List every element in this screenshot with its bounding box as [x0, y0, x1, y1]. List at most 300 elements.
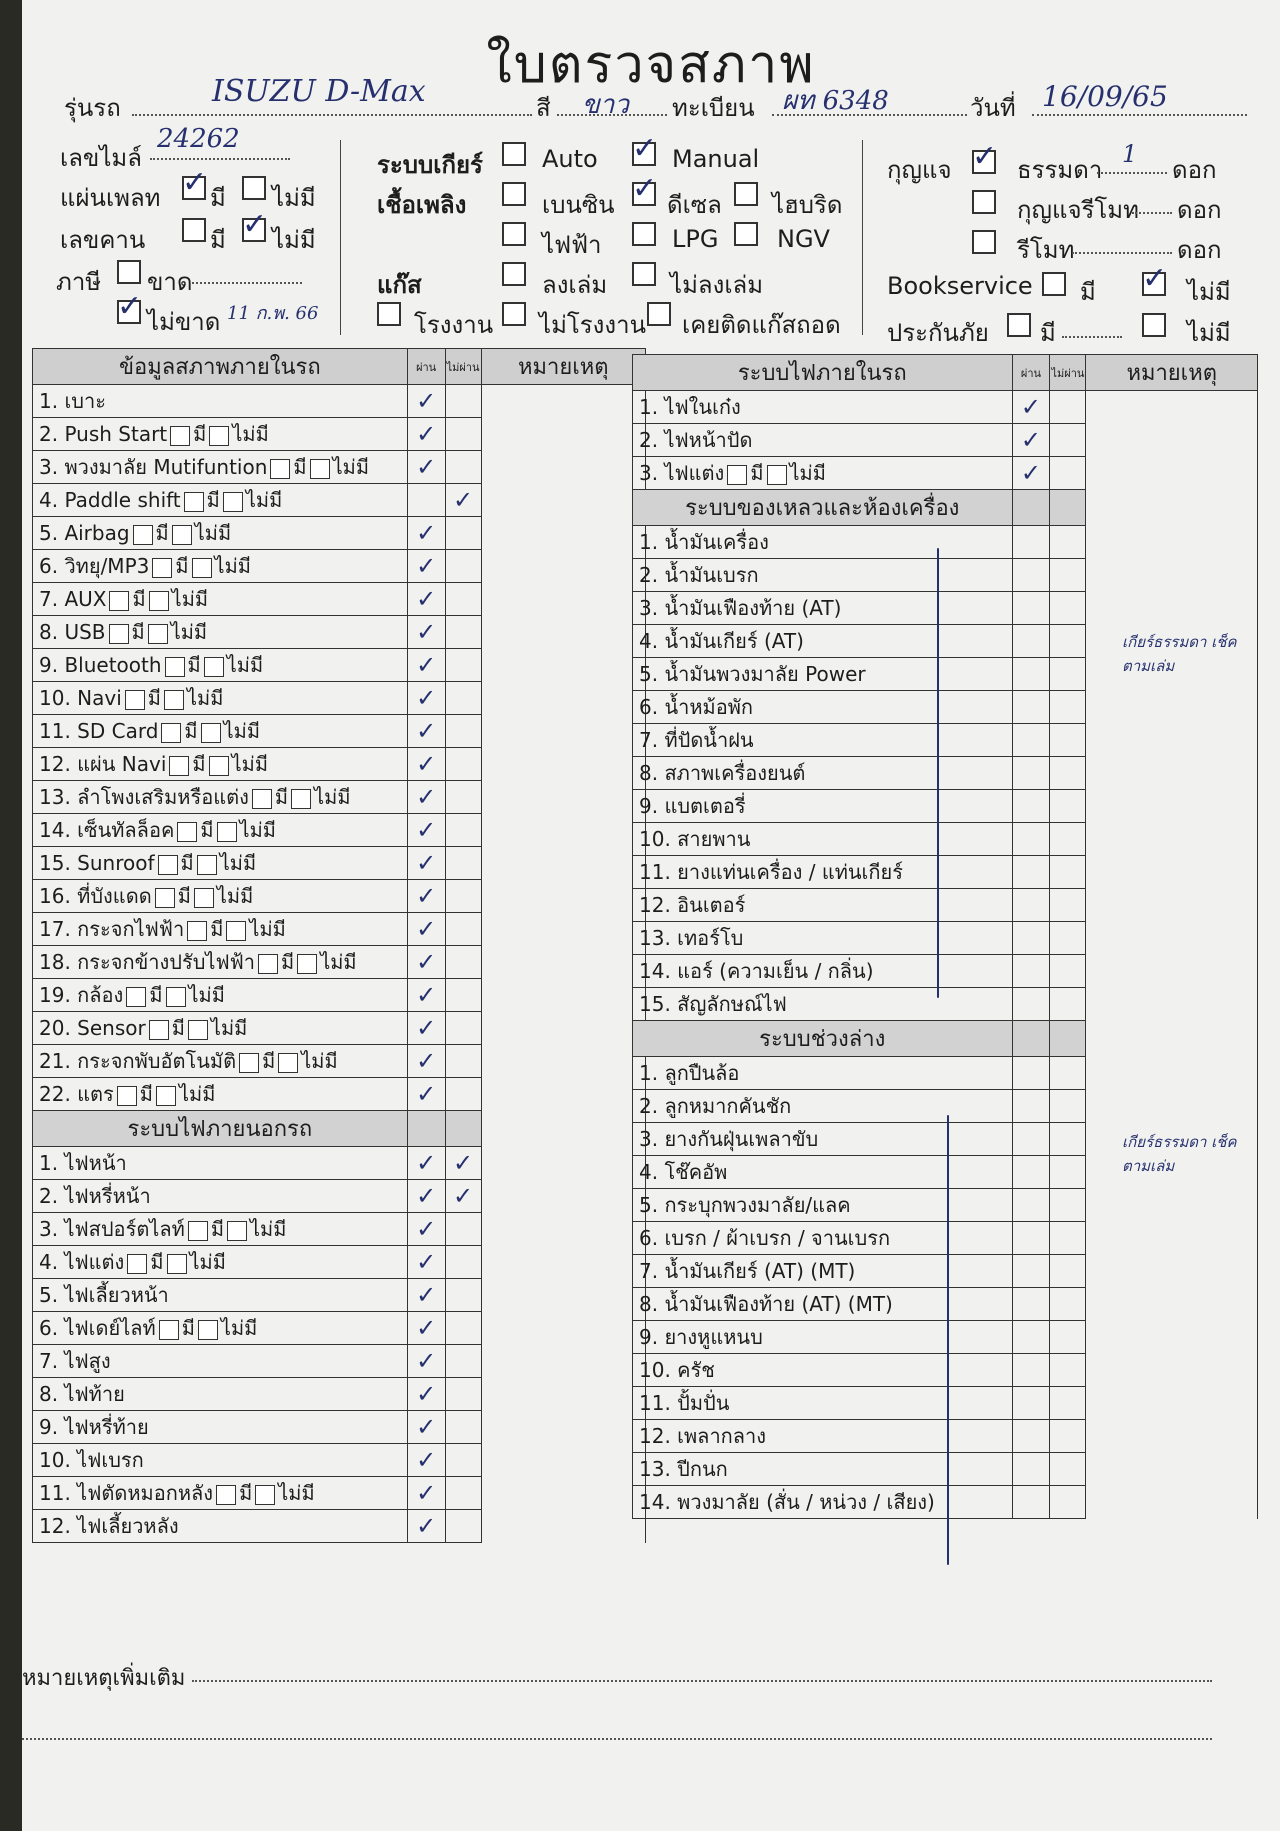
fail-cell[interactable] — [1050, 1453, 1086, 1486]
pass-cell[interactable] — [1012, 526, 1050, 559]
remark-cell[interactable] — [481, 1246, 645, 1279]
fail-cell[interactable] — [445, 517, 481, 550]
pass-cell[interactable]: ✓ — [407, 979, 445, 1012]
gear-auto-checkbox[interactable] — [502, 142, 526, 166]
fail-cell[interactable] — [445, 748, 481, 781]
have-checkbox[interactable] — [270, 459, 290, 479]
pass-cell[interactable]: ✓ — [407, 814, 445, 847]
fail-header: ไม่ผ่าน — [1050, 355, 1086, 391]
pass-cell[interactable]: ✓ — [407, 880, 445, 913]
fail-cell[interactable] — [445, 1246, 481, 1279]
remark-cell[interactable] — [481, 1045, 645, 1078]
have-checkbox[interactable] — [252, 789, 272, 809]
not-have-checkbox[interactable] — [278, 1053, 298, 1073]
not-have-checkbox[interactable] — [310, 459, 330, 479]
remark-cell[interactable] — [481, 385, 645, 418]
pass-cell[interactable] — [1012, 790, 1050, 823]
remark-cell[interactable] — [1086, 988, 1258, 1021]
pass-cell[interactable]: ✓ — [407, 1312, 445, 1345]
pass-cell[interactable] — [1012, 823, 1050, 856]
not-have-checkbox[interactable] — [167, 1254, 187, 1274]
fail-cell[interactable] — [1050, 424, 1086, 457]
fail-cell[interactable] — [1050, 1321, 1086, 1354]
fail-cell[interactable] — [1050, 1156, 1086, 1189]
remark-cell[interactable] — [481, 1078, 645, 1111]
pass-cell[interactable] — [1012, 922, 1050, 955]
remark-cell[interactable] — [1086, 922, 1258, 955]
fail-cell[interactable] — [1050, 1222, 1086, 1255]
section-header-row — [633, 355, 1258, 391]
remark-cell[interactable] — [481, 649, 645, 682]
remark-cell[interactable] — [481, 1411, 645, 1444]
remark-cell[interactable] — [481, 1345, 645, 1378]
pass-cell[interactable]: ✓ — [407, 451, 445, 484]
table-row — [33, 946, 646, 979]
pass-cell[interactable] — [1012, 1090, 1050, 1123]
fail-cell[interactable] — [1050, 391, 1086, 424]
pass-cell[interactable]: ✓ — [407, 1045, 445, 1078]
fail-cell[interactable] — [445, 715, 481, 748]
remark-cell[interactable] — [481, 781, 645, 814]
remark-cell[interactable] — [1086, 1354, 1258, 1387]
remark-cell[interactable] — [481, 484, 645, 517]
remark-cell[interactable] — [481, 1213, 645, 1246]
have-checkbox[interactable] — [126, 987, 146, 1007]
fail-cell[interactable] — [1050, 724, 1086, 757]
key-remote-checkbox[interactable] — [972, 190, 996, 214]
fail-cell[interactable]: ✓ — [445, 1180, 481, 1213]
not-have-checkbox[interactable] — [201, 723, 221, 743]
remark-cell[interactable] — [481, 1444, 645, 1477]
item-cell — [633, 1057, 1013, 1090]
fail-cell[interactable] — [445, 418, 481, 451]
fail-cell[interactable] — [445, 1510, 481, 1543]
pass-cell[interactable]: ✓ — [407, 583, 445, 616]
have-checkbox[interactable] — [158, 855, 178, 875]
have-label: มี — [180, 851, 194, 875]
remark-cell[interactable] — [481, 583, 645, 616]
remark-cell[interactable] — [481, 1510, 645, 1543]
fail-cell[interactable] — [1050, 889, 1086, 922]
item-label: 9. ยางหูแหนบ — [639, 1325, 763, 1349]
fail-cell[interactable] — [445, 847, 481, 880]
not-have-checkbox[interactable] — [166, 987, 186, 1007]
have-checkbox[interactable] — [159, 1320, 179, 1340]
pass-cell[interactable]: ✓ — [407, 418, 445, 451]
pass-cell[interactable] — [1012, 1156, 1050, 1189]
item-label: 7. ไฟสูง — [39, 1349, 111, 1373]
pass-cell[interactable] — [1012, 625, 1050, 658]
item-cell — [633, 1123, 1013, 1156]
pass-cell[interactable]: ✓ — [407, 913, 445, 946]
fail-cell[interactable] — [445, 1078, 481, 1111]
have-checkbox[interactable] — [133, 525, 153, 545]
pass-cell[interactable]: ✓ — [407, 847, 445, 880]
gas-not-factory-checkbox[interactable] — [502, 302, 526, 326]
gas-factory-checkbox[interactable] — [377, 302, 401, 326]
not-have-checkbox[interactable] — [223, 492, 243, 512]
not-have-label: ไม่มี — [188, 983, 225, 1007]
pass-cell[interactable] — [1012, 856, 1050, 889]
remark-cell[interactable] — [481, 913, 645, 946]
have-checkbox[interactable] — [165, 657, 185, 677]
pass-cell[interactable]: ✓ — [407, 1444, 445, 1477]
fail-cell[interactable] — [445, 583, 481, 616]
have-checkbox[interactable] — [258, 954, 278, 974]
pass-cell[interactable] — [1012, 1057, 1050, 1090]
remark-cell[interactable] — [1086, 1288, 1258, 1321]
fail-cell[interactable] — [1050, 658, 1086, 691]
fail-cell[interactable] — [1050, 457, 1086, 490]
pass-cell[interactable]: ✓ — [1012, 391, 1050, 424]
pass-cell[interactable] — [1012, 1189, 1050, 1222]
not-have-checkbox[interactable] — [226, 921, 246, 941]
remark-cell[interactable] — [481, 715, 645, 748]
fail-cell[interactable] — [1050, 592, 1086, 625]
remark-cell[interactable] — [481, 748, 645, 781]
not-have-checkbox[interactable] — [188, 1020, 208, 1040]
pass-cell[interactable] — [1012, 1420, 1050, 1453]
pass-cell[interactable] — [1012, 1255, 1050, 1288]
remark-cell[interactable] — [481, 979, 645, 1012]
pass-cell[interactable]: ✓ — [407, 1078, 445, 1111]
fail-cell[interactable] — [1050, 1288, 1086, 1321]
remark-cell[interactable] — [1086, 1486, 1258, 1519]
remark-cell[interactable] — [481, 946, 645, 979]
item-cell — [633, 1222, 1013, 1255]
remark-cell[interactable] — [481, 418, 645, 451]
fail-cell[interactable] — [445, 451, 481, 484]
item-label: 3. ยางกันฝุ่นเพลาขับ — [639, 1127, 819, 1151]
fail-cell[interactable] — [445, 1378, 481, 1411]
remark-cell[interactable] — [481, 682, 645, 715]
fail-cell[interactable] — [445, 1012, 481, 1045]
fail-cell[interactable] — [1050, 1387, 1086, 1420]
fail-cell[interactable] — [445, 616, 481, 649]
not-have-checkbox[interactable] — [297, 954, 317, 974]
pass-cell[interactable]: ✓ — [407, 1180, 445, 1213]
remark-cell[interactable] — [1086, 856, 1258, 889]
fail-cell[interactable] — [445, 385, 481, 418]
chassis-have-checkbox[interactable] — [182, 218, 206, 242]
have-checkbox[interactable] — [727, 465, 747, 485]
fail-cell[interactable] — [445, 682, 481, 715]
pass-cell[interactable]: ✓ — [407, 1411, 445, 1444]
fail-cell[interactable] — [1050, 823, 1086, 856]
remark-cell[interactable] — [1086, 1420, 1258, 1453]
pass-cell[interactable]: ✓ — [407, 1213, 445, 1246]
gas-removed-checkbox[interactable] — [647, 302, 671, 326]
fuel-hybrid-checkbox[interactable] — [734, 182, 758, 206]
fail-cell[interactable]: ✓ — [445, 1147, 481, 1180]
table-row — [33, 385, 646, 418]
remark-line-2[interactable] — [22, 1738, 1212, 1740]
remark-cell[interactable] — [481, 1180, 645, 1213]
fail-cell[interactable] — [1050, 988, 1086, 1021]
pass-cell[interactable] — [1012, 955, 1050, 988]
remark-cell[interactable] — [481, 517, 645, 550]
pass-cell[interactable]: ✓ — [407, 1246, 445, 1279]
tax-expired-checkbox[interactable] — [117, 260, 141, 284]
pass-cell[interactable]: ✓ — [407, 946, 445, 979]
remark-cell[interactable] — [481, 1378, 645, 1411]
remark-cell[interactable] — [1086, 889, 1258, 922]
remark-cell[interactable] — [481, 1147, 645, 1180]
remark-cell[interactable] — [1086, 823, 1258, 856]
remark-cell[interactable] — [481, 847, 645, 880]
have-checkbox[interactable] — [169, 756, 189, 776]
fail-cell[interactable] — [1050, 1057, 1086, 1090]
remark-cell[interactable] — [1086, 559, 1258, 592]
have-checkbox[interactable] — [109, 624, 129, 644]
remark-cell[interactable] — [481, 1312, 645, 1345]
pass-cell[interactable]: ✓ — [1012, 424, 1050, 457]
key-remote-line — [1132, 212, 1172, 214]
fuel-ngv-checkbox[interactable] — [734, 222, 758, 246]
table-row — [33, 1444, 646, 1477]
have-checkbox[interactable] — [187, 921, 207, 941]
item-label: 13. ปีกนก — [639, 1457, 728, 1481]
remark-cell[interactable] — [481, 1012, 645, 1045]
not-have-checkbox[interactable] — [148, 624, 168, 644]
remark-cell[interactable] — [1086, 790, 1258, 823]
fail-cell[interactable] — [1050, 1255, 1086, 1288]
remark-cell[interactable] — [1086, 1387, 1258, 1420]
pass-cell[interactable]: ✓ — [407, 1012, 445, 1045]
item-label: 1. ไฟในเก๋ง — [639, 395, 741, 419]
remark-cell[interactable] — [481, 814, 645, 847]
remark-cell[interactable] — [481, 550, 645, 583]
pass-cell[interactable]: ✓ — [407, 517, 445, 550]
fail-cell[interactable] — [445, 1045, 481, 1078]
fail-cell[interactable] — [445, 1279, 481, 1312]
item-cell — [33, 616, 408, 649]
item-cell — [33, 1078, 408, 1111]
pass-cell[interactable] — [1012, 1123, 1050, 1156]
pass-cell[interactable] — [1012, 1486, 1050, 1519]
have-checkbox[interactable] — [239, 1053, 259, 1073]
fail-cell[interactable] — [1050, 526, 1086, 559]
gas-registered-checkbox[interactable] — [502, 262, 526, 286]
have-checkbox[interactable] — [152, 558, 172, 578]
fuel-lpg-checkbox[interactable] — [632, 222, 656, 246]
remark-cell[interactable] — [481, 1477, 645, 1510]
item-cell — [33, 1378, 408, 1411]
fuel-benzin-checkbox[interactable] — [502, 182, 526, 206]
check-mark: ✓ — [1142, 261, 1168, 296]
not-have-checkbox[interactable] — [209, 426, 229, 446]
fail-cell[interactable] — [445, 649, 481, 682]
fail-cell[interactable] — [1050, 790, 1086, 823]
item-label: 8. USB — [39, 620, 106, 644]
gas-not-registered-checkbox[interactable] — [632, 262, 656, 286]
fail-cell[interactable] — [445, 913, 481, 946]
not-have-checkbox[interactable] — [255, 1485, 275, 1505]
fail-cell[interactable] — [445, 1345, 481, 1378]
remark-cell[interactable] — [1086, 526, 1258, 559]
pass-cell[interactable] — [1012, 658, 1050, 691]
fail-cell[interactable] — [1050, 1354, 1086, 1387]
fail-cell[interactable] — [445, 880, 481, 913]
have-label: มี — [132, 587, 146, 611]
fail-cell[interactable] — [445, 1411, 481, 1444]
not-have-checkbox[interactable] — [767, 465, 787, 485]
remark-cell[interactable] — [1086, 457, 1258, 490]
bookservice-have-checkbox[interactable] — [1042, 272, 1066, 296]
pass-cell[interactable] — [407, 484, 445, 517]
pass-cell[interactable]: ✓ — [407, 715, 445, 748]
table-row — [33, 1378, 646, 1411]
pass-cell[interactable] — [1012, 1387, 1050, 1420]
not-have-checkbox[interactable] — [291, 789, 311, 809]
pass-cell[interactable] — [1012, 559, 1050, 592]
have-checkbox[interactable] — [109, 591, 129, 611]
pass-cell[interactable] — [1012, 1222, 1050, 1255]
pass-cell[interactable]: ✓ — [407, 550, 445, 583]
fail-cell[interactable] — [445, 1312, 481, 1345]
not-have-checkbox[interactable] — [204, 657, 224, 677]
fail-cell[interactable] — [1050, 757, 1086, 790]
fuel-electric-checkbox[interactable] — [502, 222, 526, 246]
pass-cell[interactable]: ✓ — [407, 1279, 445, 1312]
fail-cell[interactable] — [445, 550, 481, 583]
have-label: มี — [175, 554, 189, 578]
have-checkbox[interactable] — [125, 690, 145, 710]
pass-cell[interactable] — [1012, 1354, 1050, 1387]
pass-cell[interactable]: ✓ — [407, 748, 445, 781]
pass-cell[interactable]: ✓ — [407, 1147, 445, 1180]
table-row — [633, 1453, 1258, 1486]
remark-cell[interactable] — [1086, 1057, 1258, 1090]
have-checkbox[interactable] — [155, 888, 175, 908]
pass-cell[interactable]: ✓ — [407, 1378, 445, 1411]
not-have-checkbox[interactable] — [217, 822, 237, 842]
have-checkbox[interactable] — [188, 1221, 208, 1241]
remark-cell[interactable] — [1086, 1453, 1258, 1486]
fail-cell[interactable] — [445, 1213, 481, 1246]
not-have-checkbox[interactable] — [192, 558, 212, 578]
have-checkbox[interactable] — [177, 822, 197, 842]
have-checkbox[interactable] — [117, 1086, 137, 1106]
pass-cell[interactable]: ✓ — [407, 781, 445, 814]
have-checkbox[interactable] — [184, 492, 204, 512]
fail-cell[interactable] — [1050, 559, 1086, 592]
remark-cell[interactable] — [1086, 724, 1258, 757]
table-row — [33, 913, 646, 946]
item-cell — [33, 880, 408, 913]
pass-cell[interactable] — [1012, 1288, 1050, 1321]
fail-cell[interactable] — [445, 814, 481, 847]
pass-cell[interactable]: ✓ — [407, 1477, 445, 1510]
remark-cell[interactable] — [1086, 757, 1258, 790]
have-checkbox[interactable] — [161, 723, 181, 743]
insurance-none-checkbox[interactable] — [1142, 313, 1166, 337]
insurance-have-checkbox[interactable] — [1007, 313, 1031, 337]
fail-cell[interactable] — [1050, 955, 1086, 988]
not-have-label: ไม่มี — [178, 1082, 216, 1106]
remark-cell[interactable] — [481, 451, 645, 484]
fail-cell[interactable] — [1050, 691, 1086, 724]
have-checkbox[interactable] — [216, 1485, 236, 1505]
have-label: มี — [210, 1217, 224, 1241]
not-have-checkbox[interactable] — [209, 756, 229, 776]
have-checkbox[interactable] — [127, 1254, 147, 1274]
pass-cell[interactable]: ✓ — [407, 616, 445, 649]
fail-cell[interactable] — [445, 1444, 481, 1477]
gear-label: ระบบเกียร์ — [377, 151, 483, 179]
pass-cell[interactable] — [1012, 1321, 1050, 1354]
pass-cell[interactable]: ✓ — [407, 1345, 445, 1378]
pass-cell[interactable] — [1012, 988, 1050, 1021]
remark-cell[interactable] — [1086, 424, 1258, 457]
remark-cell[interactable] — [1086, 592, 1258, 625]
pass-cell[interactable] — [1012, 757, 1050, 790]
pass-cell[interactable]: ✓ — [407, 649, 445, 682]
fail-cell[interactable] — [1050, 856, 1086, 889]
pass-cell[interactable]: ✓ — [1012, 457, 1050, 490]
remark-cell[interactable] — [1086, 1321, 1258, 1354]
pass-cell[interactable]: ✓ — [407, 1510, 445, 1543]
remark-cell[interactable] — [1086, 1090, 1258, 1123]
remark-cell[interactable] — [481, 616, 645, 649]
model-value: ISUZU D-Max — [212, 74, 426, 109]
item-label: 1. ลูกปืนล้อ — [639, 1061, 740, 1085]
fail-cell[interactable] — [1050, 922, 1086, 955]
remark-cell[interactable] — [1086, 1222, 1258, 1255]
not-have-checkbox[interactable] — [197, 855, 217, 875]
not-have-checkbox[interactable] — [156, 1086, 176, 1106]
pass-cell[interactable] — [1012, 592, 1050, 625]
remark-cell[interactable] — [1086, 691, 1258, 724]
remark-cell[interactable] — [1086, 1255, 1258, 1288]
fail-cell[interactable] — [445, 979, 481, 1012]
remark-cell[interactable] — [1086, 955, 1258, 988]
pass-cell[interactable] — [1012, 691, 1050, 724]
remark-cell[interactable] — [481, 880, 645, 913]
remark-cell[interactable] — [1086, 1189, 1258, 1222]
remark-cell[interactable] — [481, 1279, 645, 1312]
not-have-checkbox[interactable] — [198, 1320, 218, 1340]
pass-cell[interactable] — [1012, 1453, 1050, 1486]
fail-cell[interactable] — [1050, 1189, 1086, 1222]
fail-cell[interactable] — [1050, 1420, 1086, 1453]
not-have-checkbox[interactable] — [172, 525, 192, 545]
fail-cell[interactable] — [445, 1477, 481, 1510]
not-have-checkbox[interactable] — [149, 591, 169, 611]
pass-cell[interactable] — [1012, 889, 1050, 922]
fail-cell[interactable] — [1050, 1123, 1086, 1156]
not-have-checkbox[interactable] — [164, 690, 184, 710]
pass-cell[interactable] — [1012, 724, 1050, 757]
not-have-checkbox[interactable] — [194, 888, 214, 908]
not-have-checkbox[interactable] — [227, 1221, 247, 1241]
remark-cell[interactable] — [1086, 391, 1258, 424]
have-checkbox[interactable] — [170, 426, 190, 446]
pass-cell[interactable]: ✓ — [407, 385, 445, 418]
fail-cell[interactable] — [1050, 1486, 1086, 1519]
not-have-label: ไม่มี — [226, 653, 264, 677]
pass-cell[interactable]: ✓ — [407, 682, 445, 715]
fail-cell[interactable] — [1050, 625, 1086, 658]
remark-line[interactable] — [192, 1680, 1212, 1682]
have-checkbox[interactable] — [149, 1020, 169, 1040]
plate-sheet-none-checkbox[interactable] — [242, 176, 266, 200]
fail-cell[interactable] — [445, 946, 481, 979]
fail-cell[interactable]: ✓ — [445, 484, 481, 517]
remote-checkbox[interactable] — [972, 230, 996, 254]
fail-cell[interactable] — [445, 781, 481, 814]
fail-cell[interactable] — [1050, 1090, 1086, 1123]
